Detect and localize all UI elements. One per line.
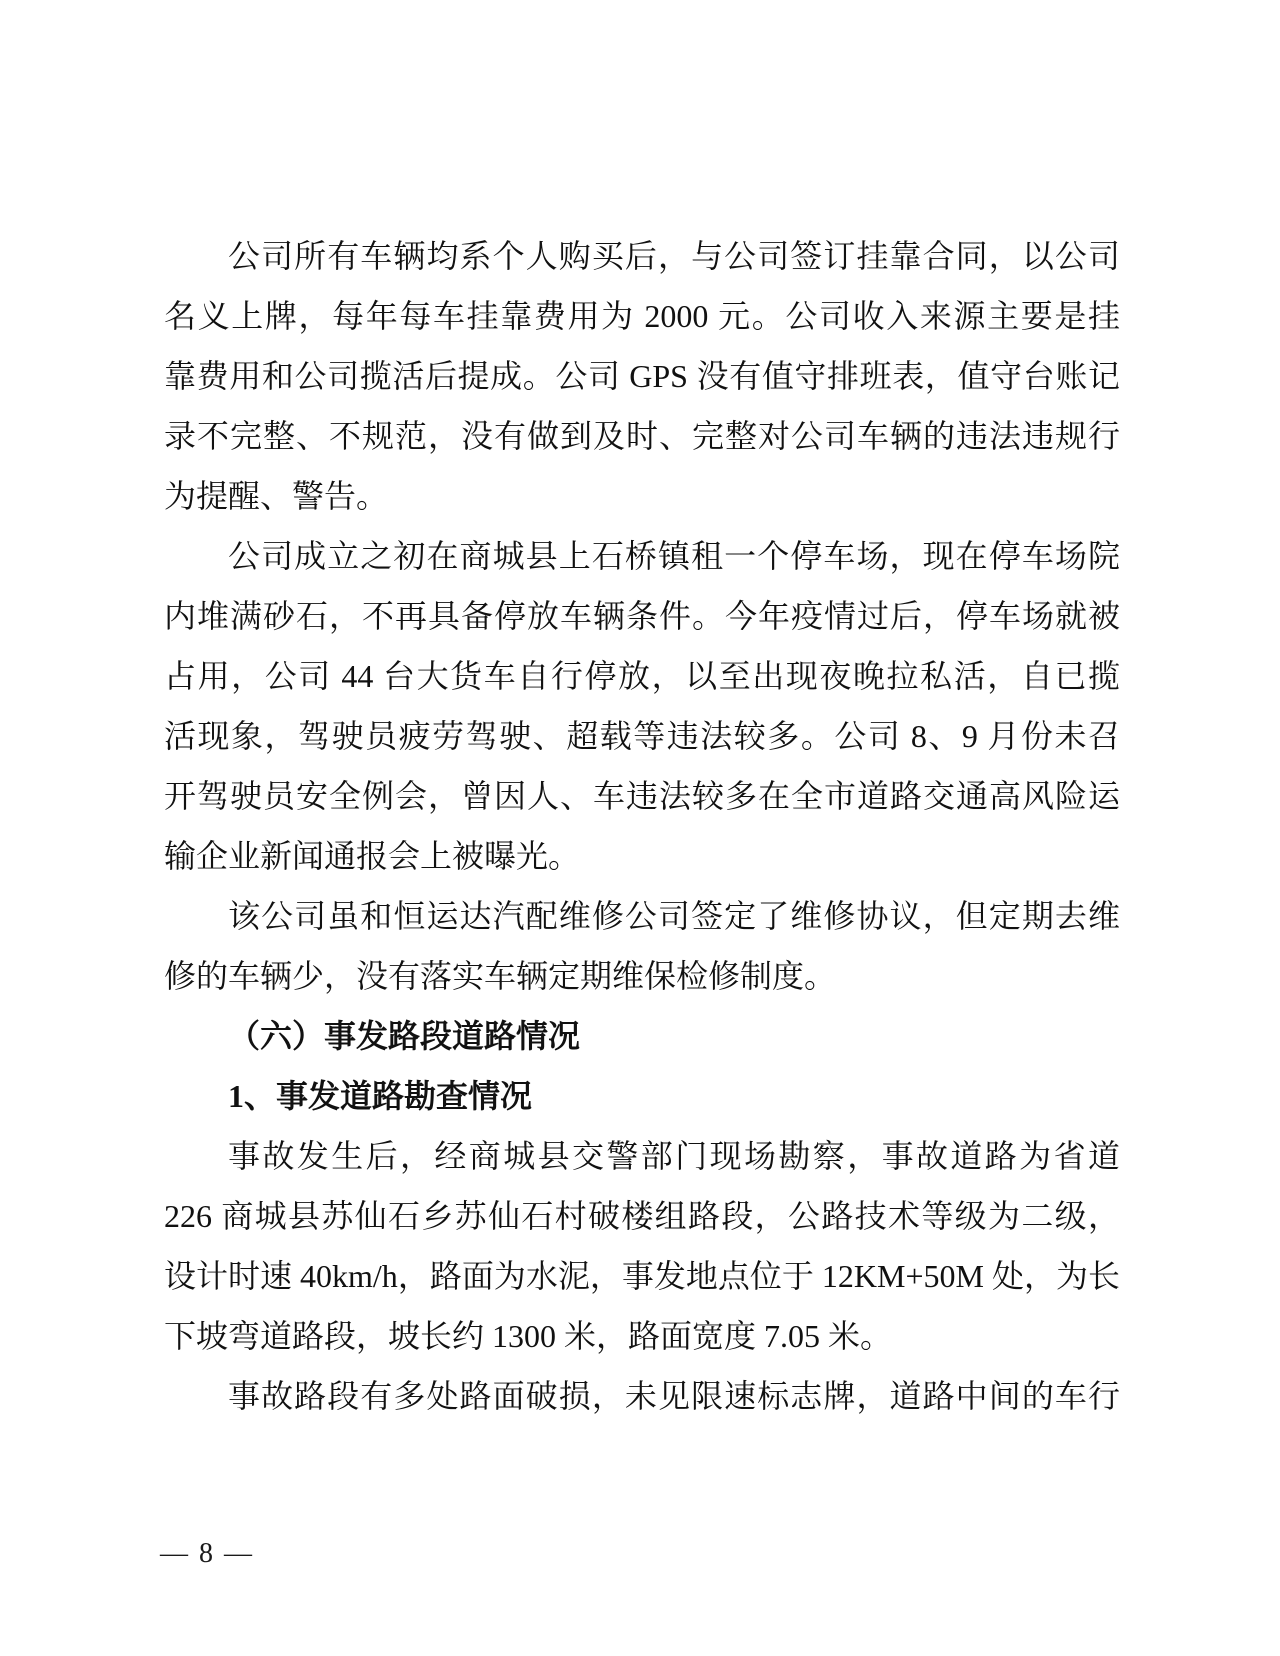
page-number: — 8 — bbox=[160, 1538, 254, 1569]
text-line: 公司所有车辆均系个人购买后，与公司签订挂靠合同，以公司 bbox=[228, 238, 1120, 274]
document-body bbox=[164, 226, 1120, 1426]
text-line: 公司成立之初在商城县上石桥镇租一个停车场，现在停车场院 bbox=[228, 538, 1120, 574]
subsection-heading: 1、事发道路勘查情况 bbox=[228, 1078, 533, 1114]
text-line: 226 商城县苏仙石乡苏仙石村破楼组路段，公路技术等级为二级， bbox=[164, 1198, 1120, 1234]
text-line: 输企业新闻通报会上被曝光。 bbox=[164, 838, 581, 874]
text-line: 活现象，驾驶员疲劳驾驶、超载等违法较多。公司 8、9 月份未召 bbox=[164, 718, 1120, 754]
text-line: 修的车辆少，没有落实车辆定期维保检修制度。 bbox=[164, 958, 837, 994]
text-line: 开驾驶员安全例会，曾因人、车违法较多在全市道路交通高风险运 bbox=[164, 778, 1120, 814]
text-line: 名义上牌，每年每车挂靠费用为 2000 元。公司收入来源主要是挂 bbox=[164, 298, 1120, 334]
section-heading: （六）事发路段道路情况 bbox=[228, 1018, 581, 1054]
text-line: 占用，公司 44 台大货车自行停放，以至出现夜晚拉私活，自已揽 bbox=[164, 658, 1120, 694]
text-line: 靠费用和公司揽活后提成。公司 GPS 没有值守排班表，值守台账记 bbox=[164, 358, 1120, 394]
text-line: 事故发生后，经商城县交警部门现场勘察，事故道路为省道 bbox=[228, 1138, 1120, 1174]
text-line: 录不完整、不规范，没有做到及时、完整对公司车辆的违法违规行 bbox=[164, 418, 1120, 454]
text-line: 内堆满砂石，不再具备停放车辆条件。今年疫情过后，停车场就被 bbox=[164, 598, 1120, 634]
text-line: 事故路段有多处路面破损，未见限速标志牌，道路中间的车行 bbox=[228, 1378, 1120, 1414]
text-line: 该公司虽和恒运达汽配维修公司签定了维修协议，但定期去维 bbox=[228, 898, 1120, 934]
text-line: 为提醒、警告。 bbox=[164, 478, 389, 514]
text-line: 设计时速 40km/h，路面为水泥，事发地点位于 12KM+50M 处，为长 bbox=[164, 1258, 1120, 1294]
text-line: 下坡弯道路段，坡长约 1300 米，路面宽度 7.05 米。 bbox=[164, 1318, 893, 1354]
